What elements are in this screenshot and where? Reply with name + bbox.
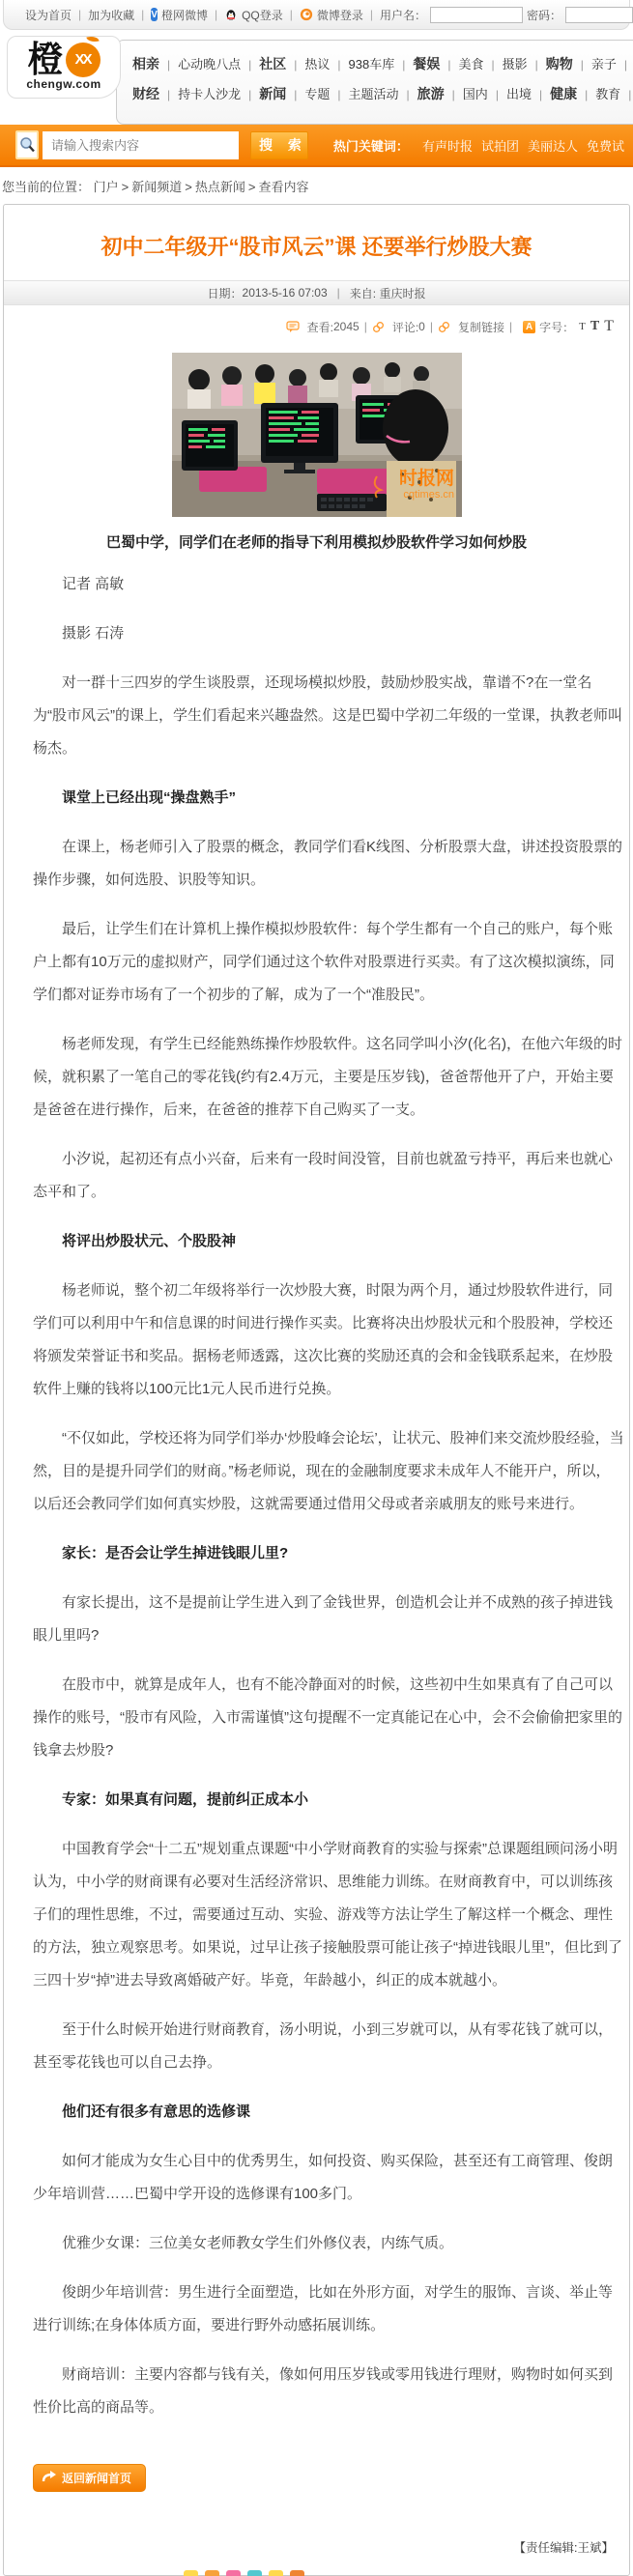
nav-item[interactable]: 心动晚八点 |: [178, 57, 259, 72]
section-heading: 家长：是否会让学生掉进钱眼儿里?: [62, 1545, 289, 1561]
brand-nav-row: [0, 40, 633, 125]
qq-icon: [224, 8, 238, 21]
font-size-small-button[interactable]: T: [579, 321, 586, 332]
login-area: [224, 7, 633, 23]
emoticon: [184, 2570, 198, 2576]
editor-note: 【责任编辑:王斌】: [513, 2541, 614, 2555]
article-paragraph: 财商培训：主要内容都与钱有关，像如何用压岁钱或零用钱进行理财，购物时如何买到性价比高的商品等。: [33, 2366, 614, 2416]
comments-link[interactable]: 评论:: [391, 320, 419, 334]
font-size-medium-button[interactable]: T: [590, 319, 600, 333]
divider: |: [429, 320, 433, 333]
back-button-label: 返回新闻首页: [62, 2472, 132, 2485]
qq-login-link[interactable]: QQ登录: [242, 8, 283, 22]
article-paragraph: 杨老师说，整个初二年级将举行一次炒股大赛，时限为两个月，通过炒股软件进行，同学们可以利用中午和信息课的时间进行操作买卖。比赛将决出炒股状元和个股股神，学校还将颁发荣誉证书和奖品。据杨老师透露，这次比赛的奖励还真的会和金钱联系起来，在炒股软件上赚的钱将以100元比1元人民币进行兑换。: [33, 1282, 614, 1397]
article-photo: [4, 353, 629, 522]
section-heading: 他们还有很多有意思的选修课: [62, 2104, 251, 2120]
views-count: 2045: [333, 320, 360, 333]
comment-bubble-icon: [286, 321, 300, 333]
logo-domain: chengw.com: [26, 77, 101, 91]
weibo-login-icon: [300, 8, 313, 21]
hot-keywords-label: 热门关键词：: [332, 138, 409, 154]
breadcrumb-link-news-channel[interactable]: 新闻频道 >: [131, 180, 195, 194]
article-paragraph: 在课上，杨老师引入了股票的概念，教同学们看K线图、分析股票大盘，讲述投资股票的操作步骤，如何选股、识股等知识。: [33, 839, 623, 888]
site-weibo-link[interactable]: 橙网微博: [160, 8, 208, 22]
emoticon-strip-fragment: [184, 2570, 304, 2576]
article-paragraph: 中国教育学会“十二五”规划重点课题“中小学财商教育的实验与探索”总课题组顾问汤小明认为，中小学的财商课有必要对生活经济常识、思维能力训练。在财商教育中，可以训练孩子们的理性思维，不过，需要通过互动、实验、游戏等方法让学生了解这样一个概念、理性的方法，独立观察思考。如果说，过早让孩子接触股票可能让孩子“掉进钱眼儿里”，但比到了三四十岁“掉”进去导致离婚破产好。毕竟，年龄越小，纠正的成本就越小。: [33, 1841, 622, 1989]
nav-item[interactable]: 专题 |: [304, 87, 348, 101]
source-label: 来自:: [349, 286, 377, 301]
username-label: 用户名：: [380, 8, 427, 22]
emoticon: [205, 2570, 219, 2576]
article-paragraph: 有家长提出，这不是提前让学生进入到了金钱世界，创造机会让并不成熟的孩子掉进钱眼儿里吗?: [33, 1594, 614, 1644]
nav-item[interactable]: 社区 |: [259, 56, 304, 72]
page-title: 初中二年级开“股市风云”课 还要举行炒股大赛: [101, 235, 532, 259]
article-paragraph: “不仅如此，学校还将为同学们举办‘炒股峰会论坛’，让状元、股神们来交流炒股经验，当然，目的是提升同学们的财商。”杨老师说，现在的金融制度要求未成年人不能开户，所以，以后还会教同学们如何真实炒股，这就需要通过借用父母或者亲戚朋友的账号来进行。: [33, 1430, 624, 1512]
article-paragraph: 优雅少女课：三位美女老师教女学生们外修仪表，内练气质。: [62, 2235, 454, 2251]
nav-item[interactable]: 主题活动 |: [349, 87, 417, 101]
divider: |: [289, 8, 293, 21]
nav-item[interactable]: 教育 |: [595, 87, 633, 101]
nav-item[interactable]: 购物 |: [546, 56, 591, 72]
article-paragraph: 俊朗少年培训营：男生进行全面塑造，比如在外形方面，对学生的服饰、言谈、举止等进行训练;在身体体质方面，要进行野外动感拓展训练。: [33, 2284, 614, 2333]
nav-item[interactable]: 出境 |: [506, 87, 550, 101]
article-paragraph: 对一群十三四岁的学生谈股票，还现场模拟炒股，鼓励炒股实战，靠谱不?在一堂名为“股市风云”的课上，学生们看起来兴趣盎然。这是巴蜀中学初二年级的一堂课，执教老师叫杨杰。: [33, 674, 622, 757]
byline-photographer: 摄影 石涛: [62, 625, 125, 642]
username-input[interactable]: [430, 7, 523, 23]
article-paragraph: 最后，让学生们在计算机上操作模拟炒股软件：每个学生都有一个自己的账户，每个账户上都有10万元的虚拟财产，同学们通过这个软件对股票进行买卖。有了这次模拟演练，同学们都对证券市场有了一个初步的了解，成为了一个“准股民”。: [33, 921, 615, 1003]
main-navigation: [116, 40, 633, 125]
breadcrumb-prefix: 您当前的位置：: [2, 180, 91, 194]
add-favorite-link[interactable]: 加为收藏: [88, 8, 135, 22]
nav-item[interactable]: 相亲 |: [132, 56, 178, 72]
search-bar: [0, 125, 633, 167]
copy-link-icon: [438, 321, 450, 333]
article-meta-bar: [4, 280, 629, 305]
search-icon[interactable]: [15, 130, 39, 159]
font-size-large-button[interactable]: T: [604, 318, 614, 334]
photo-watermark: 时报网: [398, 469, 454, 489]
article-paragraph: 杨老师发现，有学生已经能熟练操作炒股软件。这名同学叫小汐(化名)，在他六年级的时候，就积累了一笔自己的零花钱(约有2.4万元，主要是压岁钱)，爸爸帮他开了户，开始主要是爸爸在进行操作，后来，在爸爸的推荐下自己购买了一支。: [33, 1036, 622, 1118]
logo-brand-char: 橙: [27, 40, 64, 79]
copy-link-button[interactable]: 复制链接: [457, 320, 504, 334]
breadcrumb-link-hot-news[interactable]: 热点新闻 >: [195, 180, 259, 194]
emoticon: [269, 2570, 283, 2576]
nav-item[interactable]: 持卡人沙龙 |: [178, 87, 259, 101]
divider: |: [336, 286, 340, 300]
logo-circle-icon: [66, 43, 101, 77]
nav-item[interactable]: 美食 |: [458, 57, 502, 72]
password-label: 密码：: [527, 8, 562, 22]
back-arrow-icon: [42, 2470, 57, 2486]
password-input[interactable]: [565, 7, 633, 23]
article-paragraph: 在股市中，就算是成年人，也有不能冷静面对的时候，这些初中生如果真有了自己可以操作的账号，“股市有风险，入市需谨慎”这句提醒不一定真能记在心中，会不会偷偷把家里的钱拿去炒股?: [33, 1676, 622, 1759]
hot-keyword-link[interactable]: 美丽达人: [527, 138, 578, 154]
nav-item[interactable]: 新闻 |: [259, 86, 304, 101]
article-paragraph: 如何才能成为女生心目中的优秀男生，如何投资、购买保险，甚至还有工商管理、俊朗少年培训营……巴蜀中学开设的选修课有100多门。: [33, 2153, 614, 2202]
divider: |: [214, 8, 218, 21]
hot-keyword-link[interactable]: 有声时报: [421, 138, 473, 154]
weibo-v-icon: [151, 8, 158, 21]
nav-item[interactable]: 摄影 |: [503, 57, 546, 72]
divider: |: [509, 320, 513, 333]
divider: |: [363, 320, 367, 333]
article-paragraph: 至于什么时候开始进行财商教育，汤小明说，小到三岁就可以，从有零花钱了就可以，甚至零花钱也可以自己去挣。: [33, 2021, 614, 2071]
emoticon: [247, 2570, 262, 2576]
divider: |: [141, 8, 145, 21]
nav-item[interactable]: 健康 |: [550, 86, 595, 101]
nav-item[interactable]: 旅游 |: [417, 86, 463, 101]
source-value: 重庆时报: [379, 286, 426, 301]
weibo-login-link[interactable]: 微博登录: [316, 8, 363, 22]
nav-row-2: [132, 79, 633, 109]
date-label: 日期：: [207, 286, 243, 301]
nav-item[interactable]: 938车库 |: [349, 57, 414, 72]
hot-keyword-link[interactable]: 试拍团: [480, 138, 519, 154]
font-size-label: 字号：: [539, 320, 575, 334]
section-heading: 课堂上已经出现“操盘熟手”: [62, 789, 237, 806]
emoticon: [226, 2570, 241, 2576]
section-heading: 将评出炒股状元、个股股神: [62, 1233, 237, 1249]
nav-item[interactable]: 财经 |: [132, 86, 178, 101]
section-heading: 专家：如果真有问题，提前纠正成本小: [62, 1791, 309, 1808]
byline-reporter: 记者 高敏: [62, 576, 125, 592]
emoticon: [290, 2570, 304, 2576]
views-label: 查看:: [306, 320, 333, 334]
font-size-icon: [523, 321, 535, 333]
nav-item[interactable]: 亲子 |: [591, 57, 633, 72]
breadcrumb-link-portal[interactable]: 门户 >: [94, 180, 132, 194]
back-to-news-home-button[interactable]: [33, 2464, 146, 2492]
set-home-link[interactable]: 设为首页: [25, 8, 72, 22]
article-stats-bar: [4, 305, 629, 337]
search-button[interactable]: 搜 索: [250, 131, 308, 159]
article-container: [3, 204, 630, 2576]
nav-item[interactable]: 热议 |: [304, 57, 348, 72]
link-icon: [372, 321, 385, 333]
hot-keyword-link[interactable]: 免费试: [586, 138, 624, 154]
nav-item[interactable]: 国内 |: [463, 87, 506, 101]
divider: |: [78, 8, 82, 21]
nav-row-1: [132, 49, 633, 79]
article-paragraph: 小汐说，起初还有点小兴奋，后来有一段时间没管，目前也就盈亏持平，再后来也就心态平和了。: [33, 1151, 614, 1200]
logo-leaf-icon: [86, 34, 99, 43]
date-value: 2013-5-16 07:03: [242, 286, 328, 300]
photo-watermark-url: cqtimes.cn: [402, 489, 454, 501]
photo-caption: 巴蜀中学，同学们在老师的指导下利用模拟炒股软件学习如何炒股: [105, 534, 527, 551]
breadcrumb-current: 查看内容: [258, 180, 309, 194]
top-utility-bar: [3, 0, 630, 30]
search-input[interactable]: [43, 131, 239, 159]
nav-item[interactable]: 餐娱 |: [413, 56, 458, 72]
comments-count: 0: [418, 320, 425, 333]
breadcrumb: [0, 167, 633, 204]
site-logo[interactable]: [7, 36, 121, 99]
divider: |: [369, 8, 374, 21]
